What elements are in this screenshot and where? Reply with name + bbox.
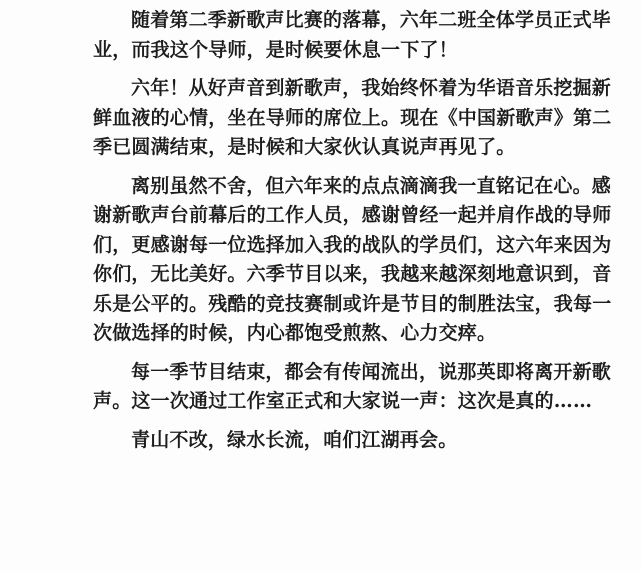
paragraph-2: 六年！从好声音到新歌声，我始终怀着为华语音乐挖掘新鲜血液的心情，坐在导师的席位上。现在《中国新歌声》第二季已圆满结束，是时候和大家伙认真说声再见了。 [93, 77, 612, 158]
paragraph-1: 随着第二季新歌声比赛的落幕，六年二班全体学员正式毕业，而我这个导师，是时候要休息一下了！ [93, 9, 612, 61]
paragraph-4: 每一季节目结束，都会有传闻流出，说那英即将离开新歌声。这一次通过工作室正式和大家说一声：这次是真的…… [93, 360, 612, 412]
signoff-line: 青山不改，绿水长流，咱们江湖再会。 [131, 428, 458, 451]
letter-body [93, 6, 613, 455]
paragraph-3: 离别虽然不舍，但六年来的点点滴滴我一直铭记在心。感谢新歌声台前幕后的工作人员，感谢曾经一起并肩作战的导师们，更感谢每一位选择加入我的战队的学员们，这六年来因为你们，无比美好。六季节目以来，我越来越深刻地意识到，音乐是公平的。残酷的竞技赛制或许是节目的制胜法宝，我每一次做选择的时候，内心都饱受煎熬、心力交瘁。 [93, 174, 612, 344]
